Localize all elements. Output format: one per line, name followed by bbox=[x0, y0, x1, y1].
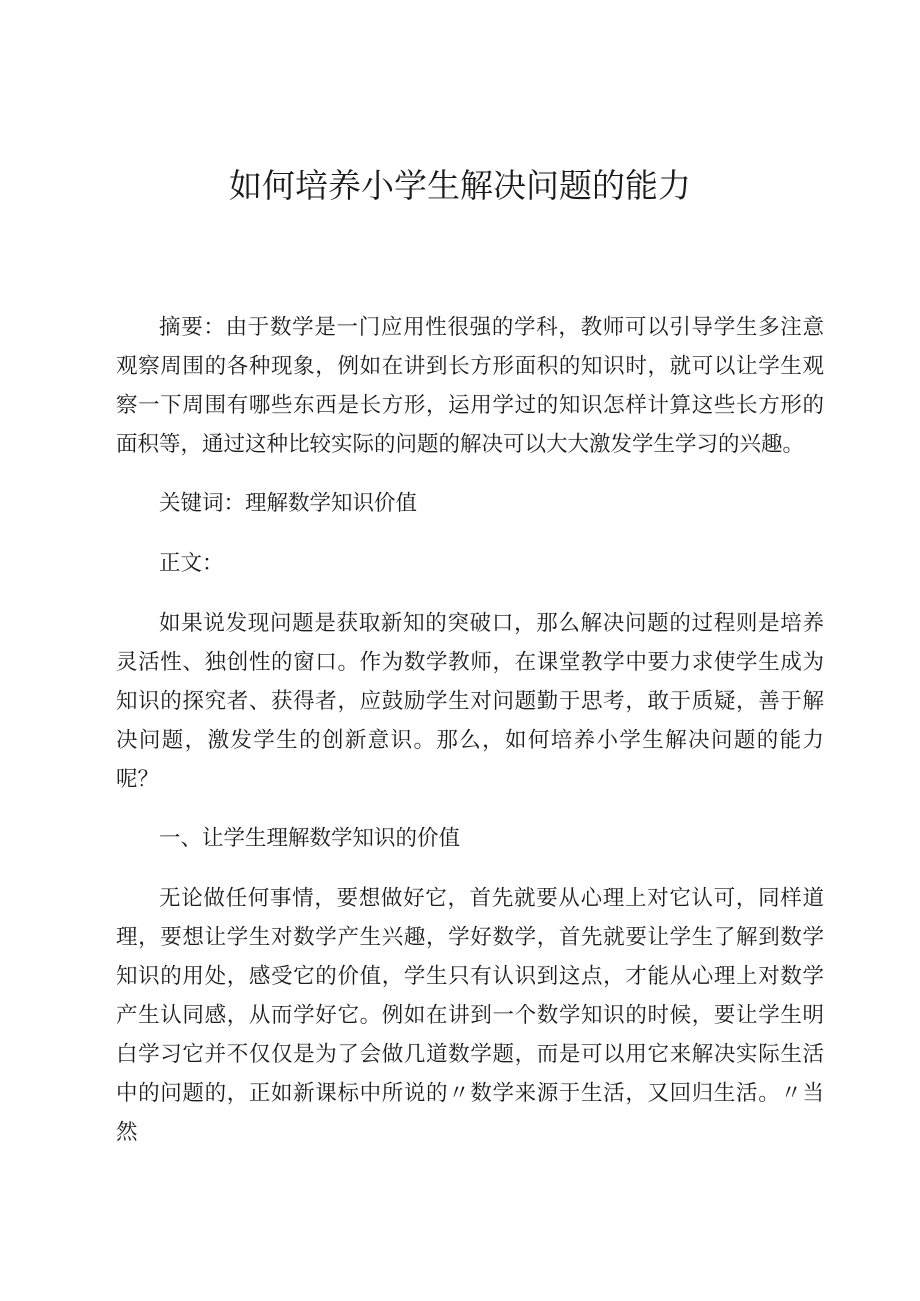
abstract-paragraph: 摘要：由于数学是一门应用性很强的学科，教师可以引导学生多注意观察周围的各种现象，例如在讲到长方形面积的知识时，就可以让学生观察一下周围有哪些东西是长方形，运用学过的知识怎样计算这些长方形的面积等，通过这种比较实际的问题的解决可以大大激发学生学习的兴趣。 bbox=[116, 315, 824, 457]
section-heading-1: 一、让学生理解数学知识的价值 bbox=[159, 826, 461, 851]
document-body bbox=[116, 308, 824, 1172]
document-title: 如何培养小学生解决问题的能力 bbox=[229, 166, 691, 205]
keywords-paragraph: 关键词：理解数学知识价值 bbox=[159, 491, 418, 516]
body-label-paragraph: 正文： bbox=[159, 551, 224, 576]
section-1-paragraph: 无论做任何事情，要想做好它，首先就要从心理上对它认可，同样道理，要想让学生对数学产生兴趣，学好数学，首先就要让学生了解到数学知识的用处，感受它的价值，学生只有认识到这点，才能从心理上对数学产生认同感，从而学好它。例如在讲到一个数学知识的时候，要让学生明白学习它并不仅仅是为了会做几道数学题，而是可以用它来解决实际生活中的问题的，正如新课标中所说的〃数学来源于生活，又回归生活。〃当然 bbox=[116, 886, 824, 1145]
intro-paragraph: 如果说发现问题是获取新知的突破口，那么解决问题的过程则是培养灵活性、独创性的窗口。作为数学教师，在课堂教学中要力求使学生成为知识的探究者、获得者，应鼓励学生对问题勤于思考，敢于质疑，善于解决问题，激发学生的创新意识。那么，如何培养小学生解决问题的能力呢？ bbox=[116, 611, 824, 792]
